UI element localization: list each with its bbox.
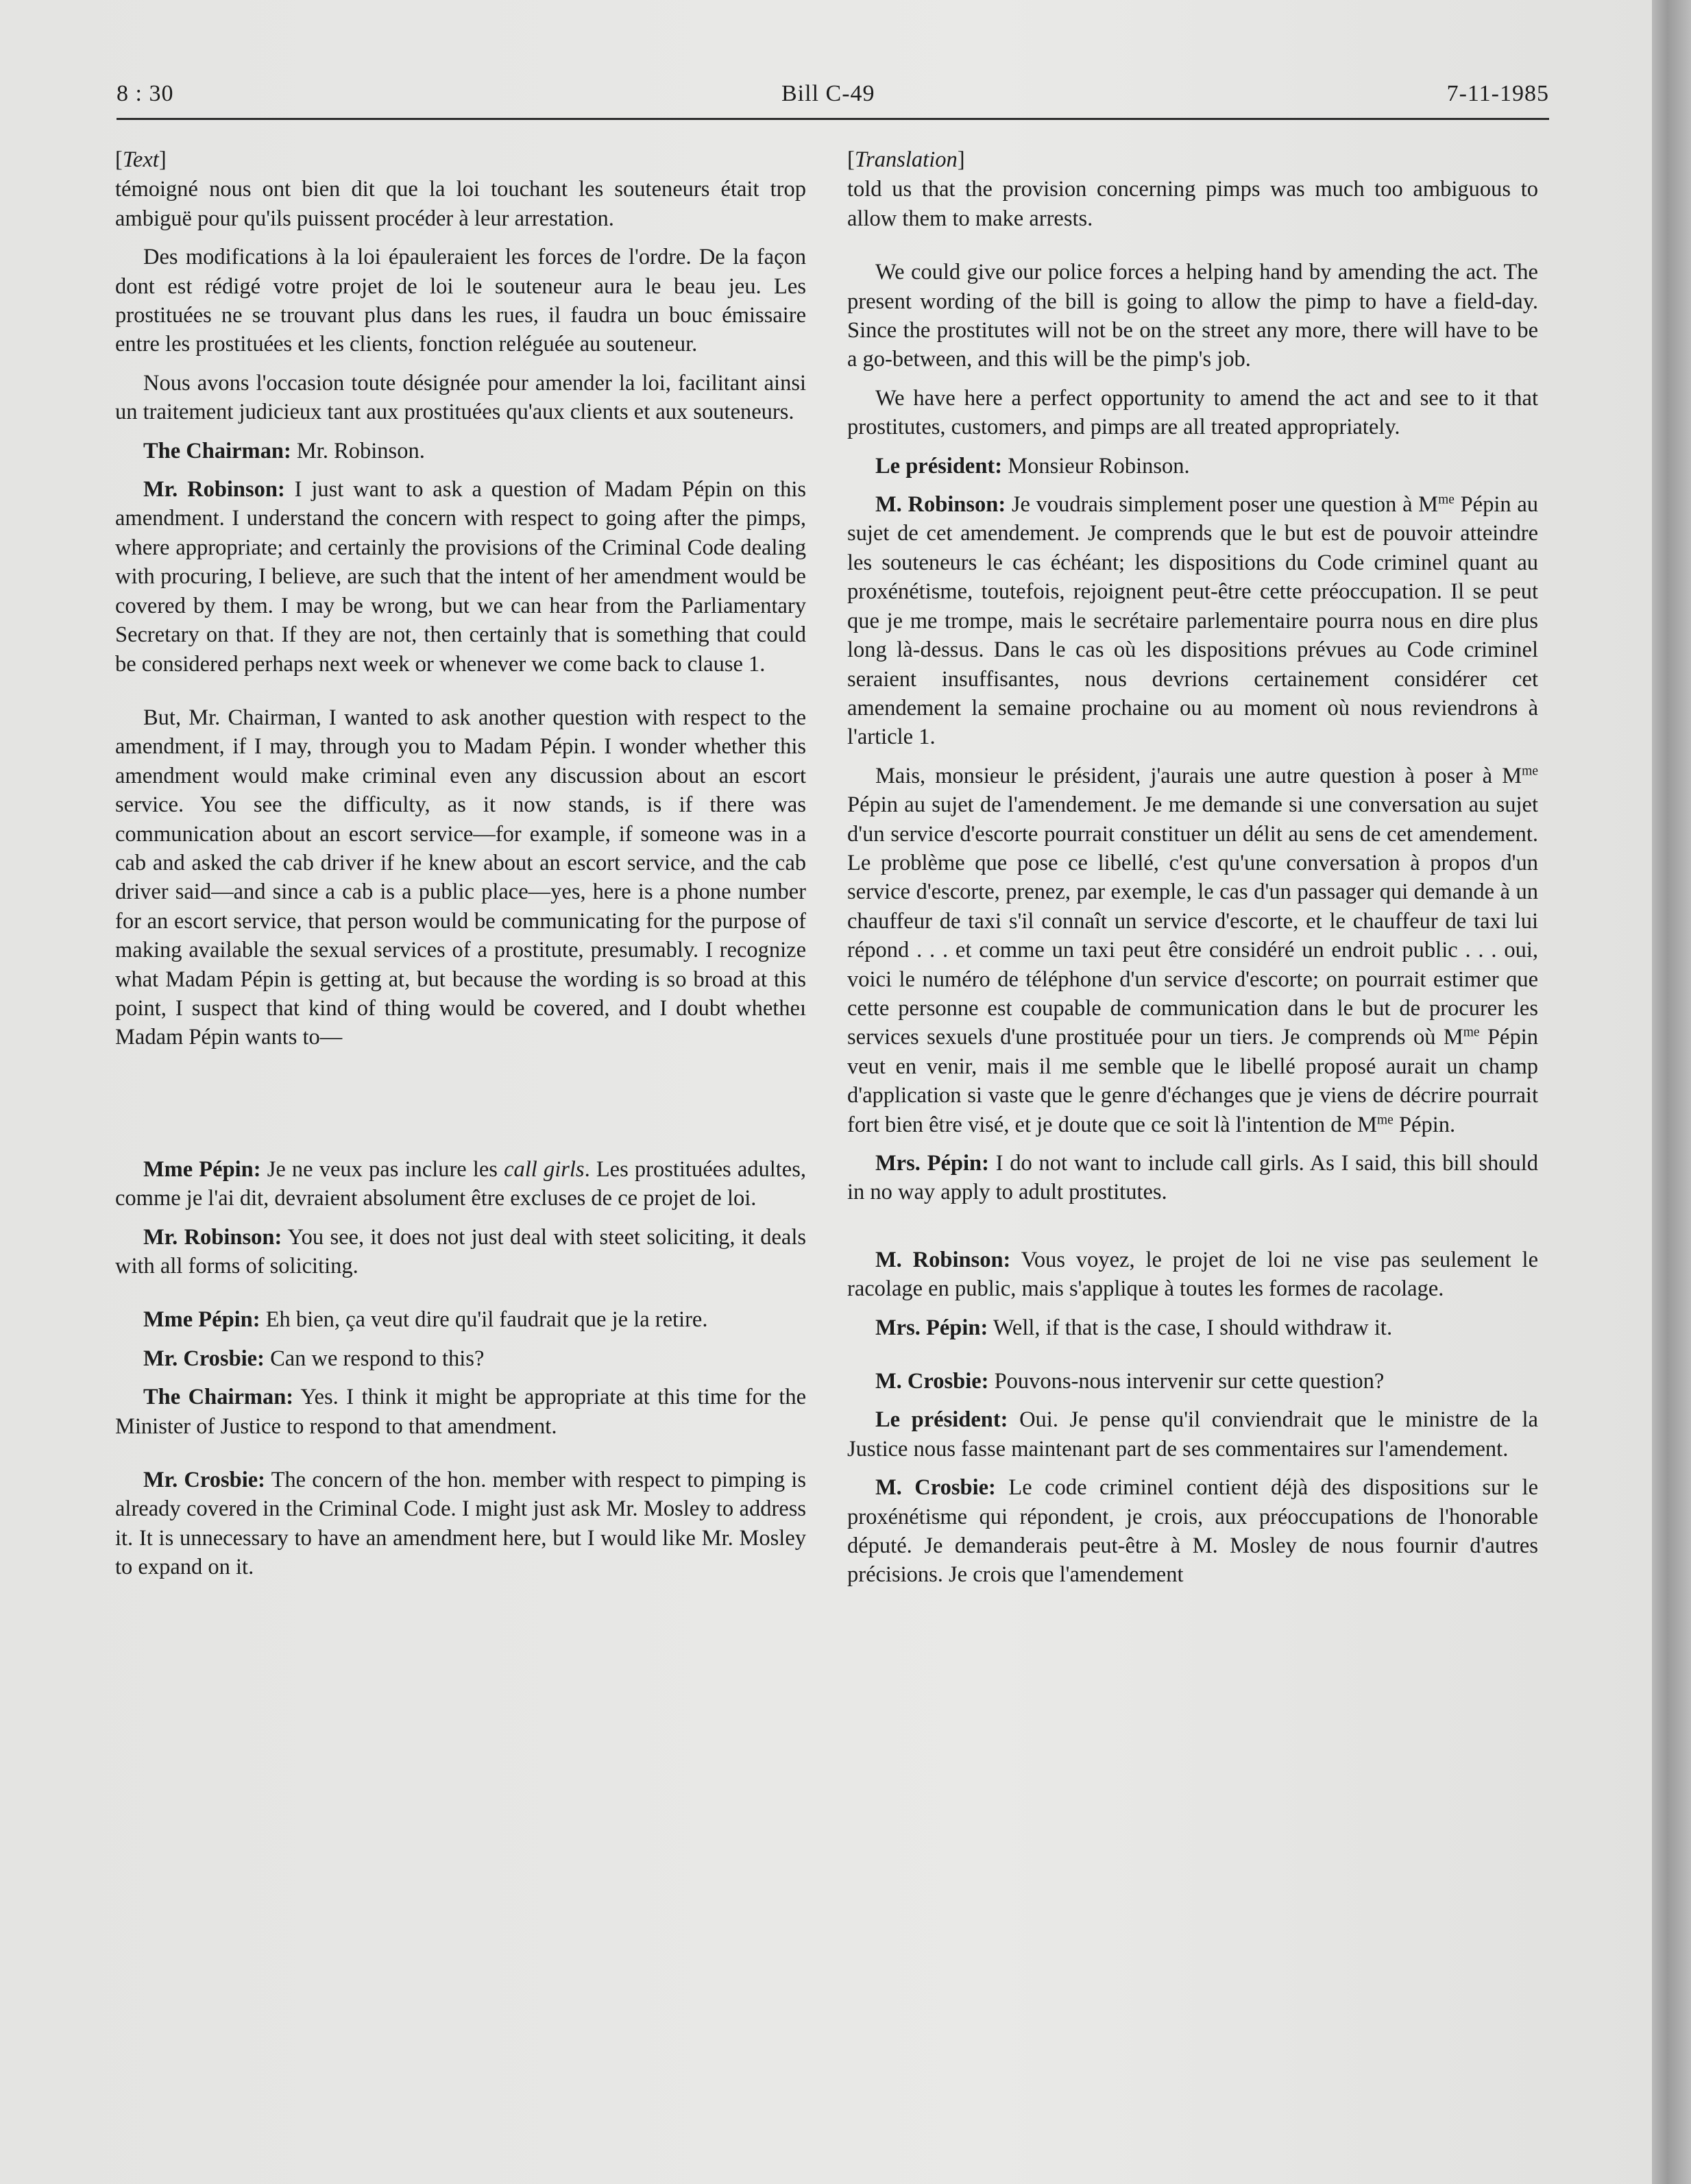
- speaker: M. Robinson:: [875, 492, 1006, 518]
- paragraph: Mrs. Pépin: Well, if that is the case, I should withdraw it.: [875, 1315, 1393, 1340]
- speaker: Le président:: [875, 453, 1003, 478]
- paragraph: We could give our police forces a helping hand by amending the act. The present wording of the bill is going to allow the pimp to have a field-day. Since the prostitutes will not be on the street any more, there will have to be a go-between, and this will be the pimp's job.: [847, 260, 1538, 372]
- speaker: Mr. Robinson:: [143, 477, 285, 502]
- paragraph: M. Robinson: Je voudrais simplement poser une question à $M^{me}$ Pépin au sujet de cet amendement. Je comprends que le but est de pouvoir atteindre les souteneurs le cas échéant; les dispositions du Code criminel quant au proxénétisme, toutefois, rejoignent peut-être cette préoccupation. Il se peut que je me trompe, mais le secrétaire parlementaire pourra nous en dire plus long là-dessus. Dans le cas où les dispositions prévues au Code criminel seraient insuffisantes, nous devrions certainement considérer cet amendement la semaine prochaine ou au moment où nous reviendrons à l'article 1.: [847, 492, 1538, 750]
- speaker: Mr. Robinson:: [143, 1224, 282, 1250]
- speaker: M. Crosbie:: [875, 1475, 996, 1501]
- header-rule: [117, 118, 1549, 120]
- speaker: Mrs. Pépin:: [875, 1315, 988, 1340]
- paragraph: Mr. Crosbie: Can we respond to this?: [143, 1346, 485, 1371]
- speaker: The Chairman:: [143, 438, 291, 463]
- speaker: M. Crosbie:: [875, 1369, 989, 1394]
- paragraph: The Chairman: Yes. I think it might be appropriate at this time for the Minister of Justice to respond to that amendment.: [115, 1385, 806, 1439]
- right-column: [847, 145, 1538, 1590]
- column-label: [Text]: [115, 147, 167, 172]
- paragraph: Mr. Robinson: You see, it does not just deal with steet soliciting, it deals with all forms of soliciting.: [115, 1224, 806, 1278]
- speaker: Mr. Crosbie:: [143, 1468, 265, 1493]
- paragraph: M. Crosbie: Pouvons-nous intervenir sur cette question?: [875, 1369, 1385, 1394]
- page-number: 8 : 30: [117, 81, 174, 106]
- speaker: M. Robinson:: [875, 1247, 1011, 1272]
- paragraph: Mme Pépin: Eh bien, ça veut dire qu'il faudrait que je la retire.: [143, 1307, 708, 1333]
- speaker: Mme Pépin:: [143, 1307, 260, 1333]
- paragraph: Nous avons l'occasion toute désignée pour amender la loi, facilitant ainsi un traitement judicieux tant aux prostituées qu'aux clients et aux souteneurs.: [115, 370, 806, 425]
- paragraph: Le président: Oui. Je pense qu'il conviendrait que le ministre de la Justice nous fasse maintenant part de ses commentaires sur l'amendement.: [847, 1407, 1538, 1461]
- paragraph: Mais, monsieur le président, j'aurais une autre question à poser à $M^{me}$ Pépin au sujet de l'amendement. Je me demande si une conversation au sujet d'un service d'escorte pourrait constituer un délit au sens de cet amendement. Le problème que pose ce libellé, c'est qu'une conversation à propos d'un service d'escorte, prenez, par exemple, le cas d'un passager qui demande à un chauffeur de taxi s'il connaît un service d'escorte, et le chauffeur de taxi lui répond . . . et comme un taxi peut être considéré un endroit public . . . oui, voici le numéro de téléphone d'un service d'escorte; on pourrait estimer que cette personne est coupable de communication dans le but de procurer les services sexuels d'une prostituée pour un tiers. Je comprends où $M^{me}$ Pépin veut en venir, mais il me semble que le libellé proposé aurait un champ d'application si vaste que le genre d'échanges que je viens de décrire pourrait fort bien être visé, et je doute que ce soit là l'intention de $M^{me}$ Pépin.: [847, 763, 1539, 1137]
- paragraph: We have here a perfect opportunity to amend the act and see to it that prostitutes, customers, and pimps are all treated appropriately.: [847, 385, 1538, 440]
- paragraph: The Chairman: Mr. Robinson.: [143, 438, 425, 463]
- page-header: [117, 81, 1549, 122]
- bill-title: Bill C-49: [781, 81, 875, 106]
- speaker: Mrs. Pépin:: [875, 1151, 989, 1176]
- paragraph: Mme Pépin: Je ne veux pas inclure les call girls. Les prostituées adultes, comme je l'ai dit, devraient absolument être excluses de ce projet de loi.: [115, 1156, 807, 1211]
- speaker: Le président:: [875, 1407, 1008, 1433]
- left-column: [115, 145, 806, 1582]
- paragraph: témoigné nous ont bien dit que la loi touchant les souteneurs était trop ambiguë pour qu'ils puissent procéder à leur arrestation.: [115, 177, 806, 231]
- speaker: The Chairman:: [143, 1385, 294, 1410]
- speaker: Mr. Crosbie:: [143, 1346, 265, 1371]
- date: 7-11-1985: [1446, 81, 1549, 106]
- paragraph: Mr. Robinson: I just want to ask a question of Madam Pépin on this amendment. I understand the concern with respect to going after the pimps, where appropriate; and certainly the provisions of the Criminal Code dealing with procuring, I believe, are such that the intent of her amendment would be covered by them. I may be wrong, but we can hear from the Parliamentary Secretary on that. If they are not, then certainly that is something that could be considered perhaps next week or whenever we come back to clause 1.: [115, 477, 807, 677]
- paragraph: But, Mr. Chairman, I wanted to ask another question with respect to the amendment, if I may, through you to Madam Pépin. I wonder whether this amendment would make criminal even any discussion about an escort service. You see the difficulty, as it now stands, is if there was communication about an escort service—for example, if someone was in a cab and asked the cab driver if he knew about an escort service, and the cab driver said—and since a cab is a public place—yes, here is a phone number for an escort service, that person would be communicating for the purpose of making available the sexual services of a prostitute, presumably. I recognize what Madam Pépin is getting at, but because the wording is so broad at this point, I suspect that kind of thing would be covered, and I doubt whetheı Madam Pépin wants to—: [115, 705, 806, 1050]
- paragraph: Mr. Crosbie: The concern of the hon. member with respect to pimping is already covered in the Criminal Code. I might just ask Mr. Mosley to address it. It is unnecessary to have an amendment here, but I would like Mr. Mosley to expand on it.: [115, 1468, 806, 1580]
- paragraph: told us that the provision concerning pimps was much too ambiguous to allow them to make arrests.: [847, 177, 1538, 231]
- paragraph: M. Crosbie: Le code criminel contient déjà des dispositions sur le proxénétisme qui répondent, je crois, aux préoccupations de l'honorable député. Je demanderais peut-être à M. Mosley de nous fournir d'autres précisions. Je crois que l'amendement: [847, 1475, 1539, 1588]
- speaker: Mme Pépin:: [143, 1156, 261, 1182]
- paragraph: M. Robinson: Vous voyez, le projet de loi ne vise pas seulement le racolage en public, mais s'applique à toutes les formes de racolage.: [847, 1247, 1538, 1302]
- paragraph: Le président: Monsieur Robinson.: [875, 453, 1190, 478]
- column-label: [Translation]: [847, 147, 965, 172]
- paragraph: Des modifications à la loi épauleraient les forces de l'ordre. De la façon dont est rédigé votre projet de loi le souteneur aura le beau jeu. Les prostituées ne se trouvant plus dans les rues, il faudra un bouc émissaire entre les prostituées et les clients, fonction reléguée au souteneur.: [115, 245, 806, 357]
- page-edge-shadow: [1652, 0, 1691, 2184]
- paragraph: Mrs. Pépin: I do not want to include call girls. As I said, this bill should in no way apply to adult prostitutes.: [847, 1151, 1538, 1205]
